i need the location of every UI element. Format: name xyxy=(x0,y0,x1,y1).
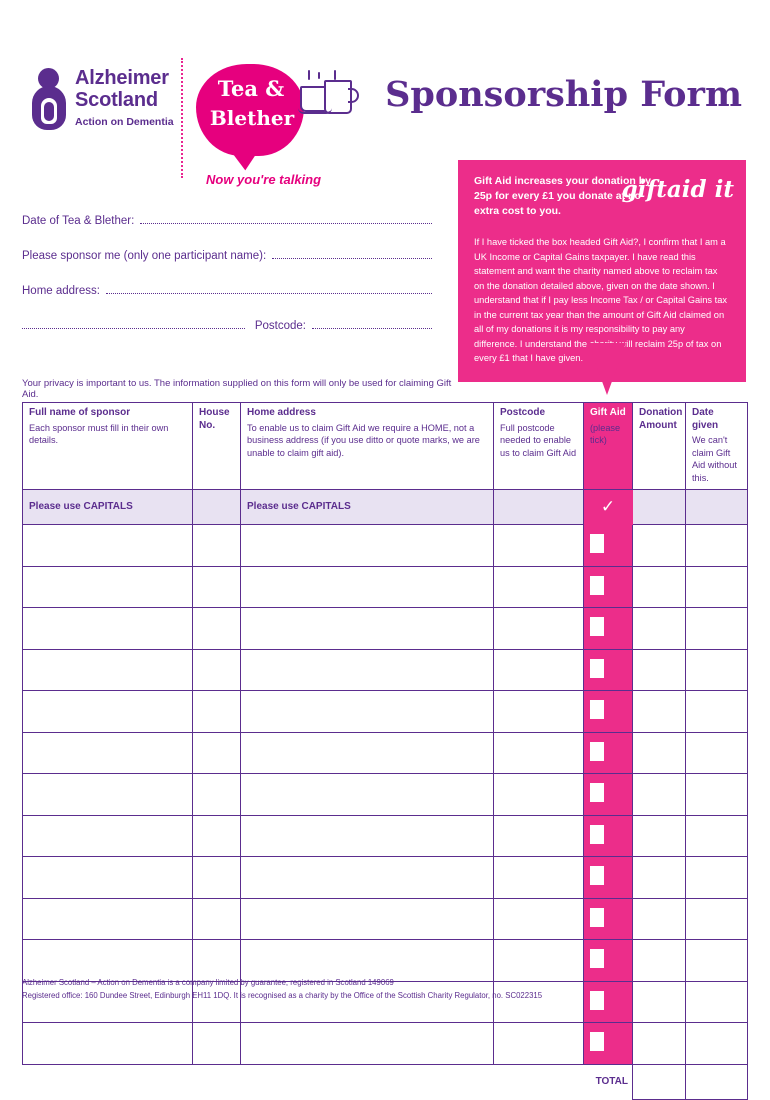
participant-fields xyxy=(22,214,432,354)
row-cell-donation-amount[interactable] xyxy=(633,898,686,940)
field-input-home-address[interactable] xyxy=(106,284,432,294)
row-cell-gift-aid-checkbox[interactable] xyxy=(584,525,633,567)
row-cell-date-given[interactable] xyxy=(686,898,748,940)
alzheimer-scotland-logo xyxy=(32,68,174,130)
gift-aid-tick-box[interactable] xyxy=(590,534,604,553)
row-cell-gift-aid-checkbox[interactable] xyxy=(584,732,633,774)
row-cell-donation-amount[interactable] xyxy=(633,774,686,816)
col-header-house-no xyxy=(193,403,241,490)
col-header-home-address xyxy=(241,403,494,490)
col-title-home-address: Home address xyxy=(247,407,316,418)
gift-aid-tick-box[interactable] xyxy=(590,1032,604,1051)
row-cell-house-no[interactable] xyxy=(193,608,241,650)
row-cell-date-given[interactable] xyxy=(686,608,748,650)
row-cell-date-given[interactable] xyxy=(686,691,748,733)
row-cell-donation-amount[interactable] xyxy=(633,940,686,982)
row-cell-full-name[interactable] xyxy=(23,608,193,650)
gift-aid-tick-box[interactable] xyxy=(590,576,604,595)
row-cell-postcode[interactable] xyxy=(494,525,584,567)
footer-line-1: Alzheimer Scotland – Action on Dementia is a company limited by guarantee, registered in Scotland 149069 xyxy=(22,978,394,987)
row-cell-gift-aid-checkbox[interactable] xyxy=(584,981,633,1023)
row-cell-postcode[interactable] xyxy=(494,608,584,650)
row-cell-gift-aid-checkbox[interactable] xyxy=(584,566,633,608)
field-postcode[interactable] xyxy=(22,319,432,332)
table-row xyxy=(23,566,748,608)
row-cell-home-address[interactable] xyxy=(241,857,494,899)
row-cell-date-given[interactable] xyxy=(686,525,748,567)
field-input-address-line2[interactable] xyxy=(22,319,245,329)
row-cell-postcode[interactable] xyxy=(494,857,584,899)
row-cell-date-given[interactable] xyxy=(686,981,748,1023)
field-input-sponsor-name[interactable] xyxy=(272,249,432,259)
row-cell-gift-aid-checkbox[interactable] xyxy=(584,857,633,899)
col-header-full-name xyxy=(23,403,193,490)
giftaid-it-logo: giftaid it xyxy=(621,176,734,203)
privacy-note: Your privacy is important to us. The information supplied on this form will only be used for claiming Gift Aid. xyxy=(22,378,452,400)
table-row-total xyxy=(23,1064,748,1099)
logo-line-3: Action on Dementia xyxy=(75,116,174,128)
row-cell-postcode[interactable] xyxy=(494,649,584,691)
row-cell-donation-amount[interactable] xyxy=(633,525,686,567)
col-title-postcode: Postcode xyxy=(500,407,546,418)
row-cell-gift-aid-checkbox[interactable] xyxy=(584,898,633,940)
row-cell-home-address[interactable] xyxy=(241,774,494,816)
col-header-date-given xyxy=(686,403,748,490)
row-cell-donation-amount[interactable] xyxy=(633,732,686,774)
sponsor-table-foot xyxy=(23,1064,748,1099)
col-header-postcode xyxy=(494,403,584,490)
table-row xyxy=(23,525,748,567)
table-row xyxy=(23,649,748,691)
row-cell-gift-aid-checkbox[interactable] xyxy=(584,774,633,816)
gift-aid-tick-box[interactable] xyxy=(590,659,604,678)
field-date-of-event[interactable] xyxy=(22,214,432,227)
total-date-box[interactable] xyxy=(686,1064,748,1099)
total-spacer-2 xyxy=(193,1064,241,1099)
row-cell-house-no[interactable] xyxy=(193,774,241,816)
total-spacer-1 xyxy=(23,1064,193,1099)
teacups-icon xyxy=(300,70,358,132)
row-cell-home-address[interactable] xyxy=(241,525,494,567)
table-header-row xyxy=(23,403,748,490)
total-label: TOTAL xyxy=(595,1075,628,1087)
page-footer xyxy=(22,976,542,1002)
row-cell-home-address[interactable] xyxy=(241,649,494,691)
table-row xyxy=(23,732,748,774)
row-cell-full-name[interactable] xyxy=(23,732,193,774)
row-cell-donation-amount[interactable] xyxy=(633,815,686,857)
col-header-donation-amount xyxy=(633,403,686,490)
row-cell-donation-amount[interactable] xyxy=(633,857,686,899)
row-cell-full-name[interactable] xyxy=(23,774,193,816)
row-cell-house-no[interactable] xyxy=(193,525,241,567)
row-cell-home-address[interactable] xyxy=(241,1023,494,1065)
col-sub-full-name: Each sponsor must fill in their own details. xyxy=(29,422,169,445)
row-cell-full-name[interactable] xyxy=(23,857,193,899)
gift-aid-tick-box[interactable] xyxy=(590,825,604,844)
table-row xyxy=(23,857,748,899)
col-title-full-name: Full name of sponsor xyxy=(29,407,131,418)
row-cell-full-name[interactable] xyxy=(23,1023,193,1065)
row-cell-date-given[interactable] xyxy=(686,1023,748,1065)
field-label-date: Date of Tea & Blether: xyxy=(22,215,135,227)
table-row xyxy=(23,898,748,940)
row-cell-date-given[interactable] xyxy=(686,732,748,774)
row-cell-house-no[interactable] xyxy=(193,898,241,940)
row-cell-donation-amount[interactable] xyxy=(633,1023,686,1065)
capitals-hint-giftaid-tick: ✓ xyxy=(584,490,633,525)
field-input-postcode[interactable] xyxy=(312,319,432,329)
field-label-postcode: Postcode: xyxy=(254,320,306,332)
gift-aid-tick-box[interactable] xyxy=(590,866,604,885)
row-cell-full-name[interactable] xyxy=(23,649,193,691)
gift-aid-tick-box[interactable] xyxy=(590,700,604,719)
row-cell-gift-aid-checkbox[interactable] xyxy=(584,691,633,733)
row-cell-house-no[interactable] xyxy=(193,1023,241,1065)
row-cell-date-given[interactable] xyxy=(686,857,748,899)
row-cell-house-no[interactable] xyxy=(193,857,241,899)
col-title-house-no: House No. xyxy=(199,407,230,431)
row-cell-gift-aid-checkbox[interactable] xyxy=(584,940,633,982)
gift-aid-pointer-arrow xyxy=(588,343,626,395)
row-cell-gift-aid-checkbox[interactable] xyxy=(584,608,633,650)
field-label-sponsor-name: Please sponsor me (only one participant name): xyxy=(22,250,267,262)
header-divider xyxy=(181,58,183,178)
gift-aid-tick-box[interactable] xyxy=(590,908,604,927)
table-row xyxy=(23,815,748,857)
total-donation-box[interactable] xyxy=(633,1064,686,1099)
col-title-donation-amount: Donation Amount xyxy=(639,407,683,431)
total-spacer-3 xyxy=(241,1064,494,1099)
blether-word: Blether xyxy=(209,106,295,130)
row-cell-home-address[interactable] xyxy=(241,566,494,608)
row-cell-postcode[interactable] xyxy=(494,940,584,982)
tea-word: Tea & xyxy=(217,76,285,101)
capitals-hint-name: Please use CAPITALS xyxy=(23,490,193,525)
row-cell-house-no[interactable] xyxy=(193,566,241,608)
table-row xyxy=(23,1023,748,1065)
col-sub-gift-aid: (please tick) xyxy=(590,422,621,445)
row-cell-gift-aid-checkbox[interactable] xyxy=(584,815,633,857)
total-spacer-4 xyxy=(494,1064,584,1099)
gift-aid-tick-box[interactable] xyxy=(590,617,604,636)
row-cell-postcode[interactable] xyxy=(494,691,584,733)
row-cell-full-name[interactable] xyxy=(23,940,193,982)
row-cell-postcode[interactable] xyxy=(494,1023,584,1065)
row-cell-house-no[interactable] xyxy=(193,732,241,774)
table-row xyxy=(23,608,748,650)
capitals-hint-donation xyxy=(633,490,686,525)
capitals-hint-house xyxy=(193,490,241,525)
row-cell-postcode[interactable] xyxy=(494,566,584,608)
field-sponsor-name[interactable] xyxy=(22,249,432,262)
gift-aid-tick-box[interactable] xyxy=(590,991,604,1010)
table-row xyxy=(23,940,748,982)
row-cell-full-name[interactable] xyxy=(23,815,193,857)
row-cell-postcode[interactable] xyxy=(494,898,584,940)
row-cell-home-address[interactable] xyxy=(241,608,494,650)
row-cell-home-address[interactable] xyxy=(241,815,494,857)
row-cell-home-address[interactable] xyxy=(241,898,494,940)
capitals-hint-postcode xyxy=(494,490,584,525)
row-cell-donation-amount[interactable] xyxy=(633,649,686,691)
gift-aid-tick-box[interactable] xyxy=(590,783,604,802)
row-cell-postcode[interactable] xyxy=(494,815,584,857)
row-cell-gift-aid-checkbox[interactable] xyxy=(584,649,633,691)
row-cell-house-no[interactable] xyxy=(193,691,241,733)
row-cell-postcode[interactable] xyxy=(494,732,584,774)
event-tagline: Now you're talking xyxy=(206,172,322,187)
row-cell-house-no[interactable] xyxy=(193,940,241,982)
row-cell-donation-amount[interactable] xyxy=(633,981,686,1023)
capitals-hint-date xyxy=(686,490,748,525)
row-cell-home-address[interactable] xyxy=(241,940,494,982)
row-cell-house-no[interactable] xyxy=(193,815,241,857)
logo-line-2: Scotland xyxy=(75,89,158,111)
col-sub-date-given: We can't claim Gift Aid without this. xyxy=(692,435,737,483)
row-cell-house-no[interactable] xyxy=(193,649,241,691)
row-cell-date-given[interactable] xyxy=(686,940,748,982)
col-header-gift-aid xyxy=(584,403,633,490)
col-sub-postcode: Full postcode needed to enable us to claim Gift Aid xyxy=(500,422,577,458)
row-cell-postcode[interactable] xyxy=(494,774,584,816)
row-cell-donation-amount[interactable] xyxy=(633,608,686,650)
page-title: Sponsorship Form xyxy=(385,74,742,115)
row-cell-donation-amount[interactable] xyxy=(633,566,686,608)
col-sub-home-address: To enable us to claim Gift Aid we require a HOME, not a business address (if you use ditto or quote marks, we are unable to claim gift aid). xyxy=(247,422,480,458)
gift-aid-heading: Gift Aid increases your donation by 25p for every £1 you donate at no extra cost to you. xyxy=(474,175,651,217)
row-cell-full-name[interactable] xyxy=(23,566,193,608)
table-row xyxy=(23,774,748,816)
field-label-home-address: Home address: xyxy=(22,285,100,297)
row-cell-home-address[interactable] xyxy=(241,732,494,774)
capitals-hint-address: Please use CAPITALS xyxy=(241,490,494,525)
row-cell-date-given[interactable] xyxy=(686,566,748,608)
row-cell-full-name[interactable] xyxy=(23,898,193,940)
row-cell-full-name[interactable] xyxy=(23,691,193,733)
gift-aid-declaration-text: If I have ticked the box headed Gift Aid?, I confirm that I am a UK Income or Capital Gains taxpayer. I have read this statement and want the charity named above to reclaim tax on the donation detailed above, given on the date shown. I understand that if I pay less Income Tax / or Capital Gains tax in the current tax year than the amount of Gift Aid claimed on all of my donations it is my responsibility to pay any difference. I understand the charity will reclaim 25p of tax on every £1 that I have given. xyxy=(474,237,728,363)
col-title-date-given: Date given xyxy=(692,407,719,431)
gift-aid-tick-box[interactable] xyxy=(590,949,604,968)
row-cell-date-given[interactable] xyxy=(686,649,748,691)
footer-line-2: Registered office: 160 Dundee Street, Edinburgh EH11 1DQ. It is recognised as a charity by the Office of the Scottish Charity Regulator, no. SC022315 xyxy=(22,991,543,1000)
row-cell-donation-amount[interactable] xyxy=(633,691,686,733)
row-cell-date-given[interactable] xyxy=(686,774,748,816)
row-cell-gift-aid-checkbox[interactable] xyxy=(584,1023,633,1065)
col-title-gift-aid: Gift Aid xyxy=(590,407,626,418)
tea-and-blether-logo xyxy=(196,64,346,204)
page-header xyxy=(24,28,746,187)
field-home-address[interactable] xyxy=(22,284,432,297)
logo-line-1: Alzheimer xyxy=(75,67,169,89)
row-cell-home-address[interactable] xyxy=(241,691,494,733)
table-row-capitals-hint xyxy=(23,490,748,525)
table-row xyxy=(23,691,748,733)
row-cell-date-given[interactable] xyxy=(686,815,748,857)
row-cell-full-name[interactable] xyxy=(23,525,193,567)
field-input-date[interactable] xyxy=(140,214,432,224)
alzheimer-scotland-figure-icon xyxy=(32,68,66,130)
gift-aid-tick-box[interactable] xyxy=(590,742,604,761)
